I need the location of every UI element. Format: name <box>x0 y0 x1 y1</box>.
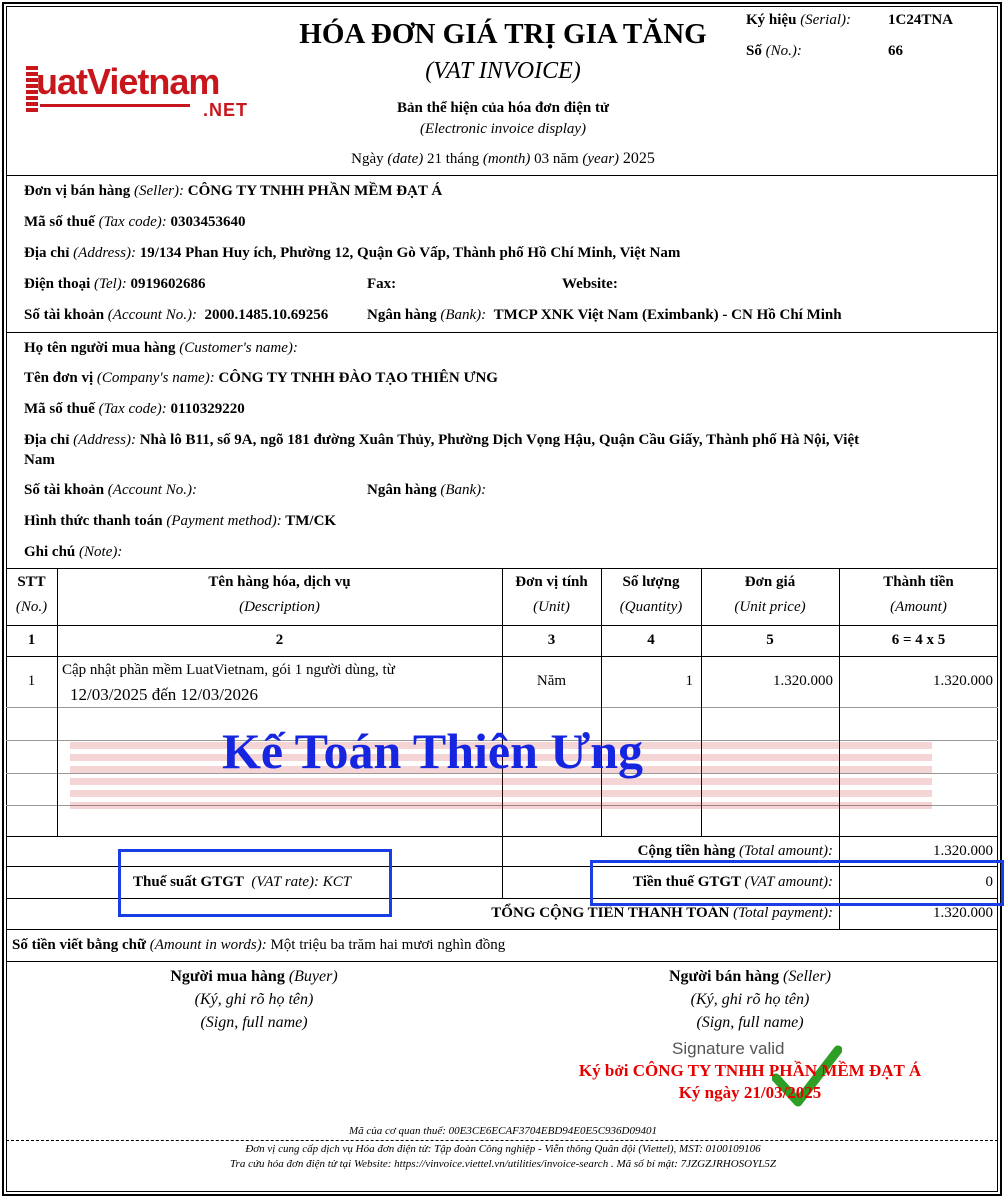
watermark-text: Kế Toán Thiên Ưng <box>222 723 643 779</box>
col-header-unit-en: (Unit) <box>533 599 570 615</box>
seller-address-row: Địa chỉ (Address): 19/134 Phan Huy ích, Phường 12, Quận Gò Vấp, Thành phố Hồ Chí Minh, Việt Nam <box>24 245 681 261</box>
seller-sign-hint-en: (Sign, full name) <box>696 1014 804 1031</box>
col-header-qty-en: (Quantity) <box>619 599 683 615</box>
logo-text: uatVietnam <box>36 61 220 102</box>
buyer-company-row: Tên đơn vị (Company's name): CÔNG TY TNHH ĐÀO TẠO THIÊN ƯNG <box>24 370 498 386</box>
total-amount-value: 1.320.000 <box>933 843 993 859</box>
logo-net: .NET <box>202 100 248 120</box>
buyer-tax-row: Mã số thuế (Tax code): 0110329220 <box>24 401 245 417</box>
col-num-3: 3 <box>547 632 556 648</box>
divider <box>6 175 998 176</box>
buyer-name-row: Họ tên người mua hàng (Customer's name): <box>24 340 298 356</box>
buyer-sign-title: Người mua hàng (Buyer) <box>170 968 338 985</box>
row-amount: 1.320.000 <box>933 673 993 689</box>
total-payment-label: TỔNG CỘNG TIỀN THANH TOÁN (Total payment): <box>491 905 833 921</box>
row-description: Cập nhật phần mềm LuatVietnam, gói 1 người dùng, từ <box>62 662 395 678</box>
seller-bank-row: Ngân hàng (Bank): TMCP XNK Việt Nam (Eximbank) - CN Hồ Chí Minh <box>367 307 842 323</box>
footer-lookup: Tra cứu hóa đơn điện tử tại Website: https://vinvoice.viettel.vn/utilities/invoice-search . Mã số bí mật: 7JZGZJRHOSOYL5Z <box>230 1158 776 1170</box>
col-header-price: Đơn giá <box>744 574 796 590</box>
col-num-2: 2 <box>275 632 284 648</box>
seller-sign-title: Người bán hàng (Seller) <box>668 968 832 985</box>
invoice-subtitle: Bản thể hiện của hóa đơn điện tử <box>397 100 609 116</box>
vat-amount-value: 0 <box>985 874 993 890</box>
serial-label: Ký hiệu (Serial): <box>746 12 852 28</box>
divider <box>6 332 998 333</box>
col-header-amount-en: (Amount) <box>890 599 947 615</box>
col-header-no-en: (No.) <box>15 599 48 615</box>
buyer-account-row: Số tài khoản (Account No.): <box>24 482 197 498</box>
invoice-title: HÓA ĐƠN GIÁ TRỊ GIA TĂNG <box>299 18 707 50</box>
col-header-unit: Đơn vị tính <box>515 574 588 590</box>
seller-sign-hint: (Ký, ghi rõ họ tên) <box>690 991 810 1008</box>
footer-divider <box>6 1140 998 1141</box>
seller-account-row: Số tài khoản (Account No.): 2000.1485.10.69256 <box>24 307 329 323</box>
invoice-title-en: (VAT INVOICE) <box>425 58 581 84</box>
seller-tel-row: Điện thoại (Tel): 0919602686 <box>24 276 206 292</box>
col-num-5: 5 <box>766 632 774 648</box>
buyer-payment-row: Hình thức thanh toán (Payment method): TM/CK <box>24 513 337 529</box>
col-num-4: 4 <box>647 632 655 648</box>
row-qty: 1 <box>685 673 693 689</box>
row-description-2: 12/03/2025 đến 12/03/2026 <box>70 685 258 704</box>
buyer-address-row-2: Nam <box>24 452 55 468</box>
signed-date-text: Ký ngày 21/03/2025 <box>678 1083 822 1102</box>
table-line <box>6 929 998 930</box>
col-header-amount: Thành tiền <box>883 574 954 590</box>
vat-amount-label: Tiền thuế GTGT (VAT amount): <box>632 874 833 890</box>
footer-tax-code: Mã của cơ quan thuế: 00E3CE6ECAF3704EBD94E0E5C936D09401 <box>348 1125 658 1137</box>
signature-valid-text: Signature valid <box>672 1039 785 1058</box>
seller-name-row: Đơn vị bán hàng (Seller): CÔNG TY TNHH PHẦN MỀM ĐẠT Á <box>24 183 443 199</box>
col-header-price-en: (Unit price) <box>734 599 806 615</box>
signed-by-text: Ký bởi CÔNG TY TNHH PHẦN MỀM ĐẠT Á <box>578 1061 922 1080</box>
col-num-6: 6 = 4 x 5 <box>891 632 946 648</box>
row-no: 1 <box>27 673 36 689</box>
seller-website-label: Website: <box>562 276 618 292</box>
buyer-note-row: Ghi chú (Note): <box>24 544 123 560</box>
invoice-subtitle-en: (Electronic invoice display) <box>419 121 587 137</box>
number-label: Số (No.): <box>746 43 802 59</box>
table-line <box>6 961 998 962</box>
col-header-desc: Tên hàng hóa, dịch vụ <box>208 574 351 590</box>
vat-amount-highlight <box>590 860 1004 906</box>
row-unit: Năm <box>536 673 567 689</box>
seller-tax-row: Mã số thuế (Tax code): 0303453640 <box>24 214 246 230</box>
buyer-bank-row: Ngân hàng (Bank): <box>367 482 487 498</box>
serial-value: 1C24TNA <box>888 12 954 28</box>
col-header-desc-en: (Description) <box>239 599 320 615</box>
vat-rate-highlight <box>118 849 392 917</box>
vat-rate-row: Thuế suất GTGT (VAT rate): KCT <box>133 874 352 890</box>
buyer-address-row: Địa chỉ (Address): Nhà lô B11, số 9A, ngõ 181 đường Xuân Thủy, Phường Dịch Vọng Hậu, Quận Cầu Giấy, Thành phố Hà Nội, Việt <box>24 432 860 448</box>
footer-provider: Đơn vị cung cấp dịch vụ Hóa đơn điện tử: Tập đoàn Công nghiệp - Viễn thông Quân đội (Viettel), MST: 0100109106 <box>245 1143 761 1155</box>
number-value: 66 <box>888 43 903 59</box>
total-payment-value: 1.320.000 <box>933 905 993 921</box>
total-amount-label: Cộng tiền hàng (Total amount): <box>637 843 833 859</box>
row-price: 1.320.000 <box>773 673 833 689</box>
invoice-date: Ngày (date) 21 tháng (month) 03 năm (year) 2025 <box>351 150 655 167</box>
seller-fax-label: Fax: <box>367 276 397 292</box>
buyer-sign-hint-en: (Sign, full name) <box>200 1014 308 1031</box>
buyer-sign-hint: (Ký, ghi rõ họ tên) <box>194 991 314 1008</box>
col-header-qty: Số lượng <box>622 574 680 590</box>
amount-in-words-row: Số tiền viết bằng chữ (Amount in words): Một triệu ba trăm hai mươi nghìn đồng <box>12 937 506 953</box>
col-num-1: 1 <box>27 632 36 648</box>
col-header-no: STT <box>17 574 46 590</box>
